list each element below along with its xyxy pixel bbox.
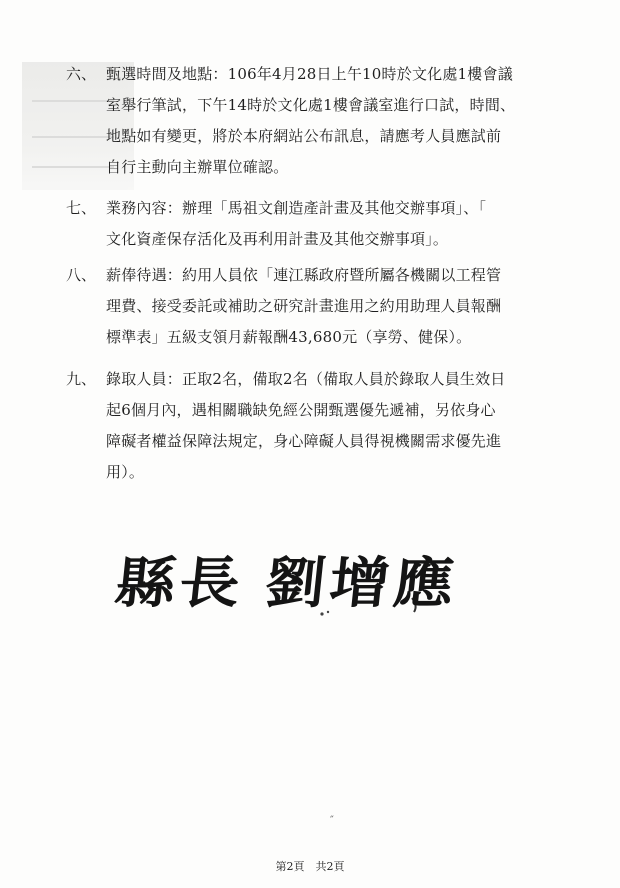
item-marker: 八、 [66, 266, 97, 284]
magistrate-signature [112, 528, 461, 620]
signature-title: 縣長 [112, 551, 247, 616]
item-line: 錄取人員：正取2名，備取2名（備取人員於錄取人員生效日 [106, 370, 506, 388]
scan-speck-mark: ˝ [329, 816, 334, 827]
item-marker: 九、 [66, 370, 97, 388]
item-line: 地點如有變更，將於本府網站公布訊息，請應考人員應試前 [106, 127, 502, 145]
item-line: 室舉行筆試，下午14時於文化處1樓會議室進行口試，時間、 [106, 96, 516, 114]
item-line: 起6個月內，遇相關職缺免經公開甄選優先遞補，另依身心 [106, 401, 496, 419]
signature-text [112, 539, 462, 618]
page-footer: 第2頁 共2頁 [275, 860, 345, 873]
item-line: 自行主動向主辦單位確認。 [106, 158, 289, 176]
item-line: 標準表」五級支領月薪報酬43,680元（享勞、健保）。 [106, 328, 472, 346]
item-line: 業務內容：辦理「馬祖文創造產計畫及其他交辦事項」、「 [106, 199, 487, 217]
item-marker: 六、 [66, 65, 97, 83]
item-line: 文化資產保存活化及再利用計畫及其他交辦事項」。 [106, 230, 449, 248]
item-line: 障礙者權益保障法規定，身心障礙人員得視機關需求優先進 [106, 432, 502, 450]
signature-name: 劉增應 [262, 551, 461, 616]
item-line: 甄選時間及地點：106年4月28日上午10時於文化處1樓會議 [106, 65, 513, 83]
item-line: 用）。 [106, 463, 145, 481]
item-marker: 七、 [66, 199, 97, 217]
item-line: 理費、接受委託或補助之研究計畫進用之約用助理人員報酬 [106, 297, 502, 315]
item-line: 薪俸待遇：約用人員依「連江縣政府暨所屬各機關以工程管 [106, 266, 502, 284]
